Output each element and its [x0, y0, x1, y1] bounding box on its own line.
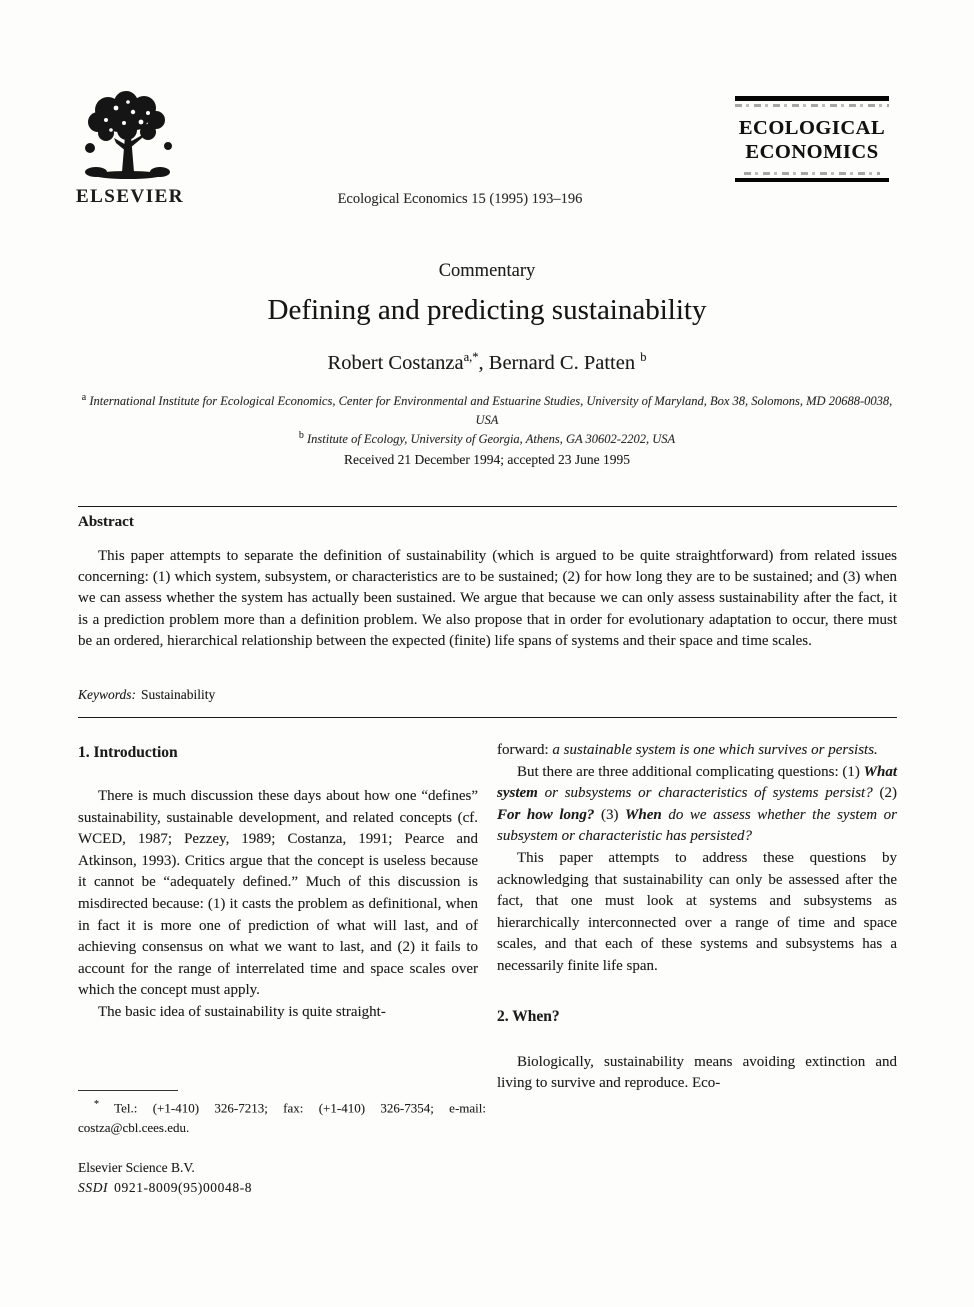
abstract-heading: Abstract: [78, 514, 134, 530]
ssdi-line: [78, 1180, 252, 1196]
affiliation-b: [77, 426, 897, 449]
text-run: But there are three additional complicating questions: (1): [517, 763, 864, 780]
affiliation-b-superscript: b: [298, 430, 304, 441]
left-paragraph-2: The basic idea of sustainability is quite straight-: [98, 1003, 386, 1020]
abstract-text: This paper attempts to separate the definition of sustainability (which is argued to be quite straightforward) from related issues concerning: (1) which system, subsystem, or characteristics are to be sustained; (2) for how long they are to be sustained; and (3) when we can assess whether the system has actually been sustained. We argue that because we can only assess sustainability after the fact, it is a prediction problem more than a definition problem. We also propose that in order for evolutionary adaptation to occur, there must be an ordered, hierarchical relationship between the expected (finite) life spans of systems and their space and time scales.: [78, 548, 897, 649]
masthead-fineprint-bottom: [744, 172, 880, 175]
right-paragraph-3: This paper attempts to address these questions by acknowledging that sustainability can only be assessed after the fact, that one must look at systems and subsystems as hierarchically interconnected over a range of time and space scales, and that each of these systems and subsystems has a necessarily finite life span.: [497, 849, 897, 974]
text-run-italic: or subsystems or characteristics of systems persist?: [537, 785, 873, 802]
keywords-value: Sustainability: [141, 687, 216, 702]
affiliation-a-superscript: a: [81, 392, 87, 403]
affiliation-b-text: Institute of Ecology, University of Georgia, Athens, GA 30602-2202, USA: [303, 432, 676, 447]
left-column: [78, 740, 478, 1095]
text-run: forward:: [497, 742, 553, 758]
masthead-journal-title: [735, 116, 889, 164]
section-1-heading: 1. Introduction: [78, 744, 178, 761]
author-separator: ,: [478, 351, 489, 374]
footnote-text-line: [78, 1095, 486, 1138]
masthead-top-rule: [735, 96, 889, 101]
text-run-italic: do we assess whether the system or subsystem or characteristic has persisted?: [497, 806, 897, 845]
left-paragraph-1: There is much discussion these days about how one “defines” sustainability, sustainable development, and related concepts (cf. WCED, 1987; Pezzey, 1989; Costanza, 1991; Pearce and Atkinson, 1993). Critics argue that the concept is useless because it cannot be “adequately defined.” Much of this discussion is misdirected because: (1) it casts the problem as definitional, when in fact it is more one of prediction of what will last, and of achieving consensus on what we want to last, and (2) it fails to account for the range of interrelated time and space scales over which the concept must apply.: [78, 788, 478, 999]
publisher-imprint: Elsevier Science B.V.: [78, 1160, 195, 1175]
affiliation-a: [77, 388, 897, 430]
right-paragraph-2: [497, 762, 897, 848]
elsevier-logo-block: [74, 88, 186, 208]
publisher-wordmark: ELSEVIER: [75, 186, 185, 207]
abstract-bottom-rule: [78, 717, 897, 718]
received-dates: Received 21 December 1994; accepted 23 June 1995: [343, 452, 631, 467]
masthead-fineprint-top: [735, 104, 889, 107]
text-run: (3): [594, 806, 626, 823]
author-line: [0, 350, 974, 375]
keywords-label: Keywords:: [78, 687, 136, 702]
body-columns: [78, 740, 897, 1095]
author-2-superscript: b: [640, 350, 647, 364]
text-run-bold-italic: When: [625, 806, 662, 823]
text-run-bold-italic: For how long?: [497, 806, 595, 823]
right-paragraph-1: [497, 740, 897, 762]
section-2-heading: 2. When?: [497, 1007, 560, 1025]
section-label: Commentary: [438, 261, 536, 281]
elsevier-tree-logo: [78, 88, 182, 184]
journal-masthead: [735, 96, 889, 182]
text-run-italic: a sustainable system is one which survives or persists.: [552, 742, 878, 758]
footnote-text: Tel.: (+1-410) 326-7213; fax: (+1-410) 326-7354; e-mail: costza@cbl.cees.edu.: [78, 1100, 486, 1136]
ssdi-value: 0921-8009(95)00048-8: [114, 1180, 253, 1195]
masthead-bottom-rule: [735, 178, 889, 182]
keywords-line: [78, 687, 215, 703]
masthead-title-line2: ECONOMICS: [745, 141, 879, 163]
right-column: [497, 740, 897, 1095]
ssdi-label: SSDI: [78, 1180, 109, 1195]
text-run: (2): [872, 785, 897, 802]
author-1-name: Robert Costanza: [327, 351, 464, 374]
article-title: Defining and predicting sustainability: [267, 294, 707, 326]
author-2-name: Bernard C. Patten: [488, 351, 636, 374]
journal-citation: Ecological Economics 15 (1995) 193–196: [337, 191, 583, 207]
footnote-rule: [78, 1090, 178, 1091]
footnote-marker: *: [94, 1099, 99, 1110]
abstract-top-rule: [78, 506, 897, 507]
text-run-bold-italic: What system: [497, 763, 897, 802]
masthead-title-line1: ECOLOGICAL: [738, 117, 886, 139]
affiliation-a-text: International Institute for Ecological Economics, Center for Environmental and Estuarine Studies, University of Maryland, Box 38, Solomons, MD 20688-0038, USA: [86, 394, 893, 428]
right-paragraph-4: Biologically, sustainability means avoiding extinction and living to survive and reproduce. Eco-: [497, 1053, 897, 1092]
author-footnote: [78, 1090, 486, 1138]
author-1-superscript: a,*: [463, 350, 479, 364]
